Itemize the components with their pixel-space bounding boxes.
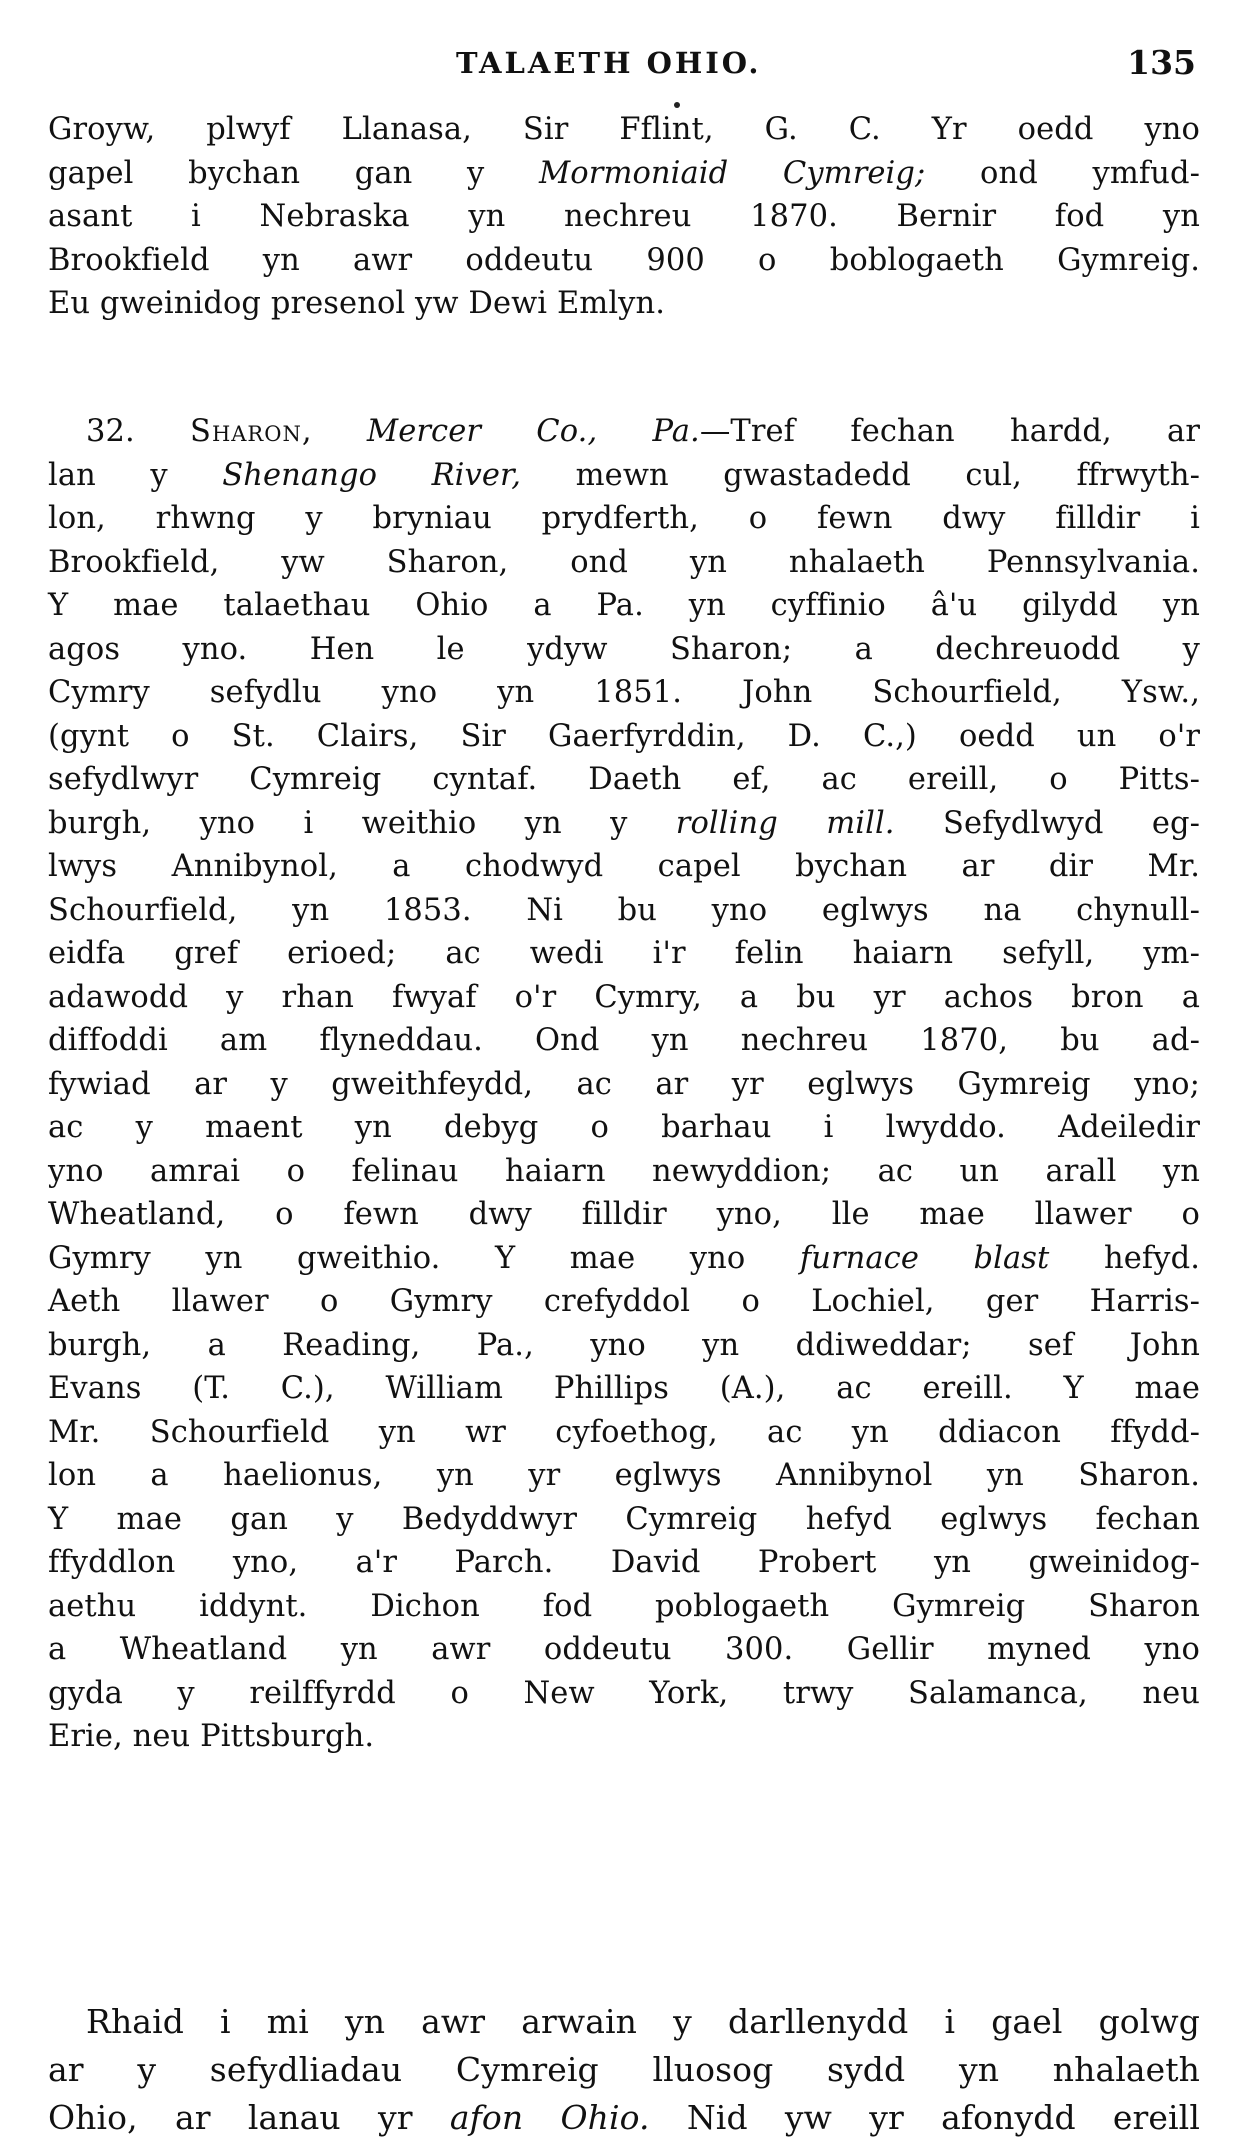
text-line: Erie, neu Pittsburgh. <box>48 1719 375 1754</box>
text-line: a Wheatland yn awr oddeutu 300. Gellir myned yno <box>48 1632 1200 1667</box>
text-line <box>48 152 1200 196</box>
text-line-start: gapel bychan gan y <box>48 155 539 191</box>
text-line: burgh, a Reading, Pa., yno yn ddiweddar; sef John <box>48 1327 1200 1363</box>
text-line: agos yno. Hen le ydyw Sharon; a dechreuodd y <box>48 631 1200 667</box>
text-line: Groyw, plwyf Llanasa, Sir Fflint, G. C. Yr oedd yno <box>48 112 1200 147</box>
text-line: yno amrai o felinau haiarn newyddion; ac un arall yn <box>48 1153 1200 1189</box>
italic-phrase: Mercer Co., Pa. <box>366 414 700 449</box>
page-number: 135 <box>1127 43 1196 82</box>
text-line: lan y Shenango River, mewn gwastadedd cul, ffrwyth- <box>48 457 1200 493</box>
text-line: ac y maent yn debyg o barhau i lwyddo. Adeiledir <box>48 1110 1200 1145</box>
paragraph-sharon <box>48 410 1200 1759</box>
text-line: ffyddlon yno, a'r Parch. David Probert yn gweinidog- <box>48 1545 1200 1580</box>
text-line: fywiad ar y gweithfeydd, ac ar yr eglwys Gymreig yno; <box>48 1066 1200 1102</box>
text-line: Aeth llawer o Gymry crefyddol o Lochiel, ger Harris- <box>48 1284 1200 1319</box>
text-line: adawodd y rhan fwyaf o'r Cymry, a bu yr achos bron a <box>48 979 1200 1015</box>
text-line: lon, rhwng y bryniau prydferth, o fewn dwy filldir i <box>48 501 1200 536</box>
italic-phrase: rolling mill. <box>675 805 895 841</box>
paragraph-brookfield-end <box>48 108 1200 326</box>
text-line: Rhaid i mi yn awr arwain y darllenydd i gael golwg <box>86 2002 1200 2041</box>
text-line: 32. Sharon, Mercer Co., Pa.—Tref fechan hardd, ar <box>86 414 1200 449</box>
text-line: asant i Nebraska yn nechreu 1870. Bernir fod yn <box>48 199 1200 234</box>
text-line: Y mae talaethau Ohio a Pa. yn cyffinio â'u gilydd yn <box>48 588 1200 623</box>
text-line: Eu gweinidog presenol yw Dewi Emlyn. <box>48 286 666 321</box>
italic-phrase: Shenango River, <box>222 457 522 493</box>
text-line: Schourfield, yn 1853. Ni bu yno eglwys na chynull- <box>48 892 1200 928</box>
text-line: Gymry yn gweithio. Y mae yno furnace blast hefyd. <box>48 1240 1200 1276</box>
text-line: sefydlwyr Cymreig cyntaf. Daeth ef, ac ereill, o Pitts- <box>48 762 1200 797</box>
text-line: aethu iddynt. Dichon fod poblogaeth Gymreig Sharon <box>48 1588 1200 1624</box>
text-line-end: ond ymfud- <box>925 155 1200 191</box>
text-line: Cymry sefydlu yno yn 1851. John Schourfield, Ysw., <box>48 675 1200 710</box>
italic-phrase: Mormoniaid Cymreig; <box>538 155 926 191</box>
running-title: TALAETH OHIO. <box>456 46 762 80</box>
text-line: lon a haelionus, yn yr eglwys Annibynol yn Sharon. <box>48 1458 1200 1493</box>
text-line: Mr. Schourfield yn wr cyfoethog, ac yn ddiacon ffydd- <box>48 1414 1200 1450</box>
paragraph-ohio-intro <box>48 1998 1200 2142</box>
text-line: Evans (T. C.), William Phillips (A.), ac ereill. Y mae <box>48 1371 1200 1406</box>
italic-phrase: afon Ohio. <box>449 2098 650 2137</box>
text-line: Brookfield yn awr oddeutu 900 o boblogaeth Gymreig. <box>48 242 1200 278</box>
text-line: eidfa gref erioed; ac wedi i'r felin haiarn sefyll, ym- <box>48 936 1200 971</box>
place-name: Sharon <box>190 414 302 449</box>
text-line: Ohio, ar lanau yr afon Ohio. Nid yw yr afonydd ereill <box>48 2098 1200 2137</box>
text-line: gyda y reilffyrdd o New York, trwy Salamanca, neu <box>48 1675 1200 1711</box>
running-header <box>48 38 1200 88</box>
text-line: Wheatland, o fewn dwy filldir yno, lle mae llawer o <box>48 1197 1200 1232</box>
text-line: burgh, yno i weithio yn y rolling mill. Sefydlwyd eg- <box>48 805 1200 841</box>
text-line: (gynt o St. Clairs, Sir Gaerfyrddin, D. C.,) oedd un o'r <box>48 718 1200 754</box>
text-line: Brookfield, yw Sharon, ond yn nhalaeth Pennsylvania. <box>48 544 1200 580</box>
text-line: lwys Annibynol, a chodwyd capel bychan ar dir Mr. <box>48 849 1200 884</box>
text-line: diffoddi am flyneddau. Ond yn nechreu 1870, bu ad- <box>48 1023 1200 1058</box>
italic-phrase: furnace blast <box>799 1240 1050 1276</box>
text-line: Y mae gan y Bedyddwyr Cymreig hefyd eglwys fechan <box>48 1501 1200 1537</box>
text-line: ar y sefydliadau Cymreig lluosog sydd yn nhalaeth <box>48 2050 1200 2089</box>
